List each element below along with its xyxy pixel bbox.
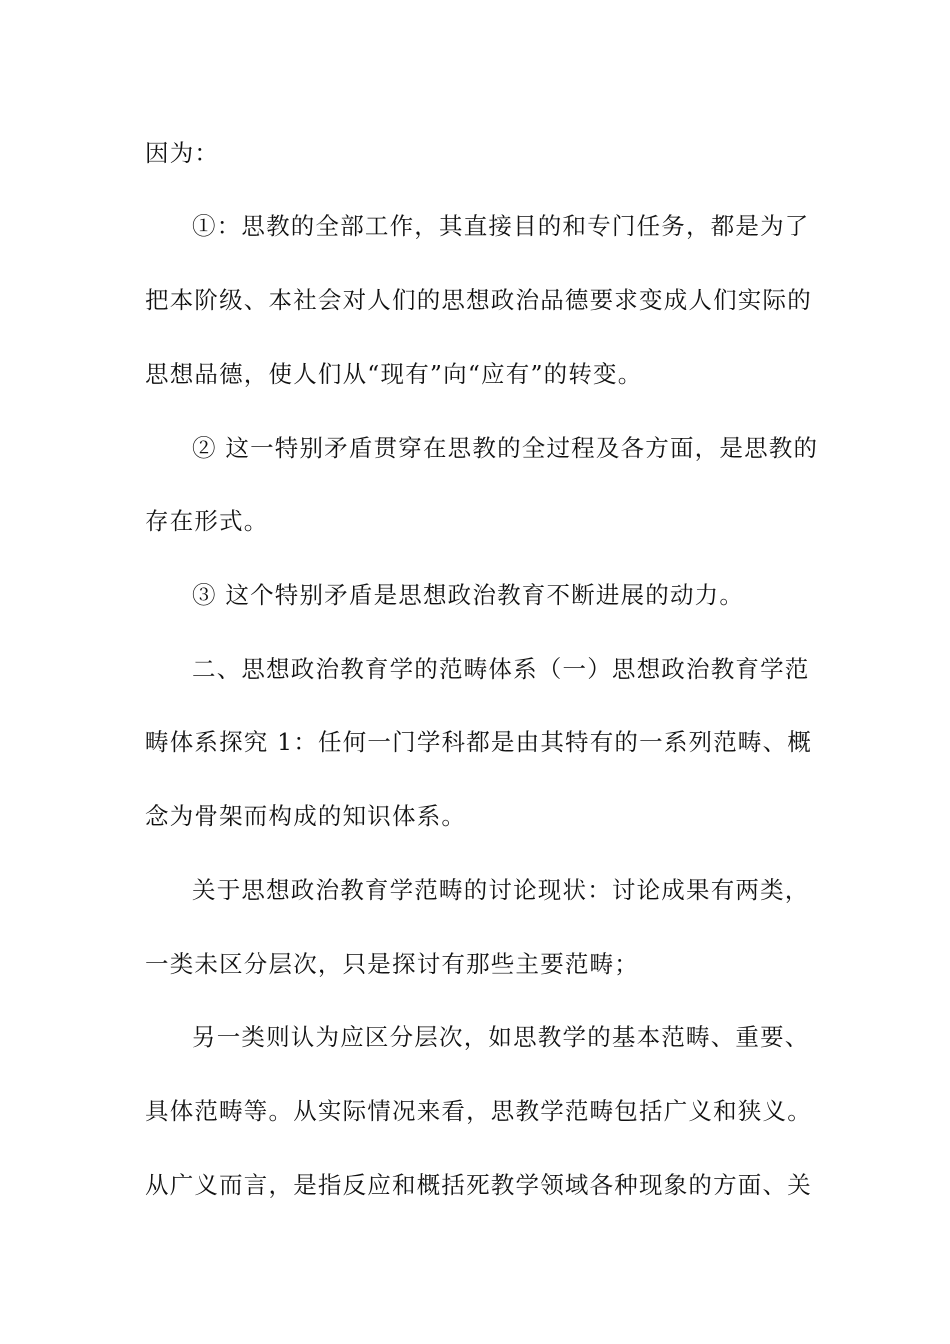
text-line: 念为骨架而构成的知识体系。 [145, 802, 467, 830]
text-line: 思想品德，使人们从“现有”向“应有”的转变。 [145, 360, 643, 388]
text-line: 因为： [145, 139, 220, 167]
text-line: ② 这一特别矛盾贯穿在思教的全过程及各方面，是思教的 [192, 434, 819, 462]
text-line: 畴体系探究 1：任何一门学科都是由其特有的一系列范畴、概 [145, 728, 813, 756]
text-line: ③ 这个特别矛盾是思想政治教育不断进展的动力。 [192, 581, 745, 609]
text-line: 一类未区分层次，只是探讨有那些主要范畴； [145, 950, 639, 978]
text-line: 把本阶级、本社会对人们的思想政治品德要求变成人们实际的 [145, 286, 812, 314]
text-line: 另一类则认为应区分层次，如思教学的基本范畴、重要、 [192, 1023, 810, 1051]
text-line: 从广义而言，是指反应和概括死教学领域各种现象的方面、关 [145, 1171, 812, 1199]
text-line: ①：思教的全部工作，其直接目的和专门任务，都是为了 [192, 212, 810, 240]
text-line: 具体范畴等。从实际情况来看，思教学范畴包括广义和狭义。 [145, 1097, 812, 1125]
text-line: 关于思想政治教育学范畴的讨论现状：讨论成果有两类， [192, 876, 810, 904]
text-line: 存在形式。 [145, 507, 269, 535]
text-line: 二、思想政治教育学的范畴体系（一）思想政治教育学范 [192, 655, 810, 683]
